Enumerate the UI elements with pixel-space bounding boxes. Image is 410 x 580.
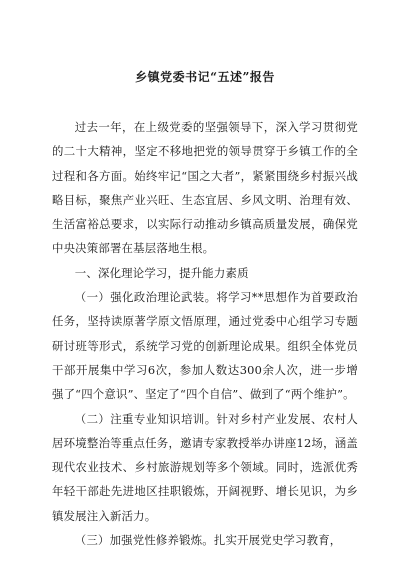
subsection-paragraph-2: （二）注重专业知识培训。针对乡村产业发展、农村人居环境整治等重点任务，邀请专家教授举办讲座12场，涵盖现代农业技术、乡村旅游规划等多个领域。同时，选派优秀年轻干部赴先进地区挂职锻炼，开阔视野、增长见识，为乡镇发展注入新活力。 — [52, 411, 358, 523]
section-heading-1: 一、深化理论学习，提升能力素质 — [74, 265, 249, 280]
document-title: 乡镇党委书记“五述”报告 — [135, 70, 275, 84]
subsection-paragraph-1: （一）强化政治理论武装。将学习**思想作为首要政治任务，坚持读原著学原文悟原理，通过党委中心组学习专题研讨班等形式，系统学习党的创新理论成果。组织全体党员干部开展集中学习6次，参加人数达300余人次，进一步增强了“四个意识”、坚定了“四个自信”、做到了“两个维护”。 — [52, 290, 358, 402]
intro-paragraph: 过去一年，在上级党委的坚强领导下，深入学习贯彻党的二十大精神，坚定不移地把党的领导贯穿于乡镇工作的全过程和各方面。始终牢记“国之大者”，紧紧围绕乡村振兴战略目标，聚焦产业兴旺、生态宜居、乡风文明、治理有效、生活富裕总要求，以实际行动推动乡镇高质量发展，确保党中央决策部署在基层落地生根。 — [52, 120, 358, 256]
document-body — [52, 115, 358, 552]
subsection-paragraph-3: （三）加强党性修养锻炼。扎实开展党史学习教育， — [74, 533, 342, 548]
